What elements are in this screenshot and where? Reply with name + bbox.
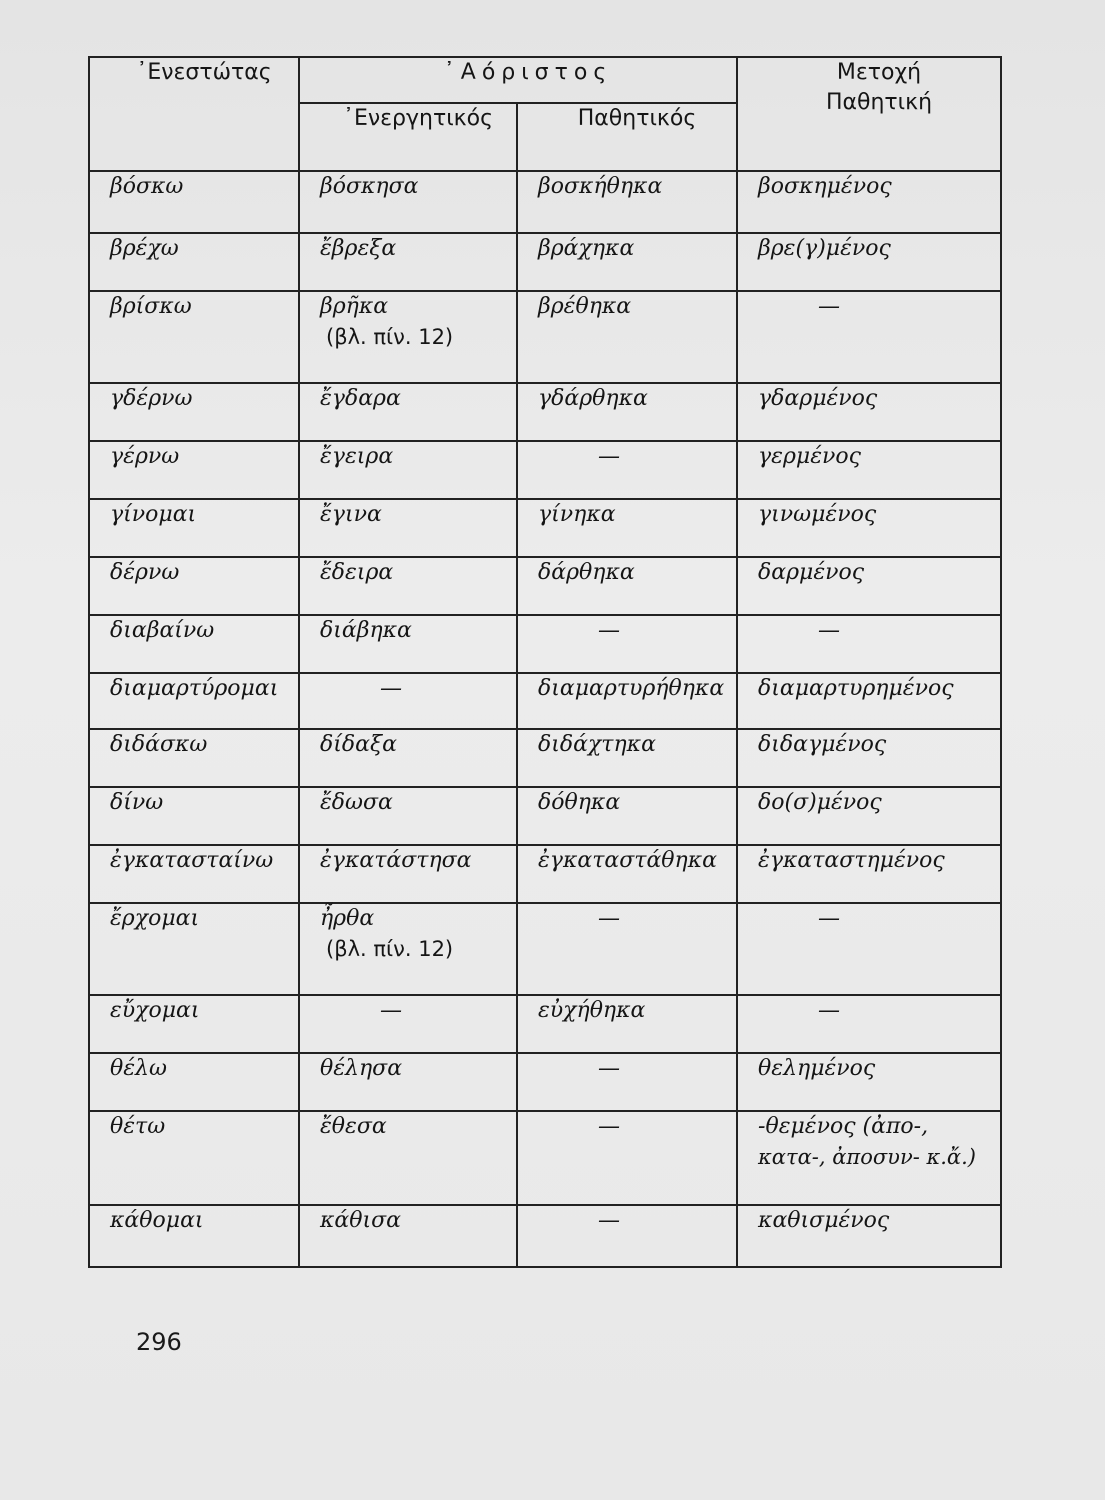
cell-aorist-passive-text: βοσκήθηκα <box>538 174 663 199</box>
cell-present-text: ἔρχομαι <box>110 906 200 931</box>
cell-aorist-passive <box>517 845 737 903</box>
header-active: ᾿Ενεργητικός <box>299 103 517 171</box>
cell-present <box>89 787 299 845</box>
cell-aorist-active <box>299 291 517 383</box>
cell-aorist-active-note: (βλ. πίν. 12) <box>326 937 454 961</box>
cell-aorist-passive-text: γίνηκα <box>538 502 616 527</box>
cell-participle-text: — <box>818 906 841 931</box>
cell-aorist-passive <box>517 903 737 995</box>
table-row <box>89 903 1001 995</box>
cell-aorist-active-text: ἔθεσα <box>320 1114 387 1139</box>
cell-participle <box>737 615 1001 673</box>
cell-aorist-active <box>299 557 517 615</box>
cell-participle-text: -θεμένος (ἀπο-, <box>758 1114 929 1139</box>
cell-aorist-passive <box>517 499 737 557</box>
cell-participle-text: θελημένος <box>758 1056 876 1081</box>
table-row <box>89 615 1001 673</box>
cell-participle <box>737 441 1001 499</box>
cell-aorist-passive-text: — <box>598 444 620 469</box>
cell-participle <box>737 291 1001 383</box>
cell-present <box>89 291 299 383</box>
cell-present <box>89 233 299 291</box>
header-participle <box>737 57 1001 171</box>
cell-aorist-active <box>299 729 517 787</box>
cell-participle-text: διδαγμένος <box>758 732 887 757</box>
cell-aorist-passive <box>517 1053 737 1111</box>
cell-aorist-passive-text: — <box>598 906 620 931</box>
cell-aorist-active <box>299 441 517 499</box>
cell-aorist-passive-text: ἐγκαταστάθηκα <box>538 848 718 873</box>
cell-aorist-passive-text: — <box>598 1056 620 1081</box>
cell-present-text: γίνομαι <box>110 502 197 527</box>
table-row <box>89 441 1001 499</box>
cell-participle-note: κατα-, ἀποσυν- κ.ἄ.) <box>758 1145 976 1169</box>
page-number: 296 <box>136 1328 182 1356</box>
cell-aorist-active-text: δίδαξα <box>320 732 397 757</box>
cell-aorist-passive <box>517 1111 737 1205</box>
cell-present <box>89 995 299 1053</box>
table-row <box>89 729 1001 787</box>
cell-aorist-passive-text: βράχηκα <box>538 236 635 261</box>
table-row <box>89 499 1001 557</box>
cell-participle-text: δαρμένος <box>758 560 865 585</box>
cell-present-text: κάθομαι <box>110 1208 204 1233</box>
cell-participle-text: δο(σ)μένος <box>758 790 882 815</box>
cell-present-text: διαμαρτύρομαι <box>110 676 279 701</box>
table-row <box>89 787 1001 845</box>
cell-aorist-active <box>299 995 517 1053</box>
cell-aorist-active-text: ἔγδαρα <box>320 386 401 411</box>
table-row <box>89 383 1001 441</box>
cell-participle <box>737 499 1001 557</box>
cell-present <box>89 383 299 441</box>
cell-participle <box>737 383 1001 441</box>
cell-present-text: βρίσκω <box>110 294 192 319</box>
cell-aorist-active <box>299 615 517 673</box>
cell-aorist-active-text: ἔγειρα <box>320 444 394 469</box>
cell-aorist-passive <box>517 291 737 383</box>
cell-aorist-passive <box>517 1205 737 1267</box>
cell-aorist-passive <box>517 557 737 615</box>
cell-participle <box>737 995 1001 1053</box>
cell-aorist-active-text: ἔδειρα <box>320 560 394 585</box>
header-participle-line2: Παθητική <box>825 90 933 115</box>
cell-participle <box>737 233 1001 291</box>
header-aorist: ᾿Αόριστος <box>299 57 737 103</box>
cell-aorist-active-text: βόσκησα <box>320 174 419 199</box>
table-row <box>89 1111 1001 1205</box>
cell-aorist-passive-text: δόθηκα <box>538 790 621 815</box>
cell-present <box>89 673 299 729</box>
cell-aorist-active <box>299 845 517 903</box>
cell-aorist-passive <box>517 673 737 729</box>
verb-conjugation-table <box>88 56 1002 1268</box>
cell-participle <box>737 673 1001 729</box>
cell-aorist-passive <box>517 233 737 291</box>
cell-present-text: γέρνω <box>110 444 180 469</box>
cell-aorist-active <box>299 903 517 995</box>
cell-aorist-active <box>299 171 517 233</box>
cell-aorist-active <box>299 383 517 441</box>
table-row <box>89 1205 1001 1267</box>
cell-participle-text: βρε(γ)μένος <box>758 236 891 261</box>
cell-participle <box>737 845 1001 903</box>
cell-aorist-passive-text: — <box>598 1208 620 1233</box>
cell-participle <box>737 903 1001 995</box>
cell-participle-text: ἐγκαταστημένος <box>758 848 945 873</box>
table-row <box>89 557 1001 615</box>
cell-aorist-active-note: (βλ. πίν. 12) <box>326 325 454 349</box>
cell-aorist-active-text: διάβηκα <box>320 618 412 643</box>
cell-aorist-active-text: ἔδωσα <box>320 790 393 815</box>
header-passive: Παθητικός <box>517 103 737 171</box>
cell-aorist-passive-text: διαμαρτυρήθηκα <box>538 676 725 701</box>
cell-participle-text: καθισμένος <box>758 1208 890 1233</box>
cell-participle-text: διαμαρτυρημένος <box>758 676 954 701</box>
table-body <box>89 171 1001 1267</box>
cell-present <box>89 1111 299 1205</box>
cell-aorist-passive-text: γδάρθηκα <box>538 386 648 411</box>
cell-participle <box>737 171 1001 233</box>
cell-aorist-active-text: ἐγκατάστησα <box>320 848 472 873</box>
cell-present-text: εὔχομαι <box>110 998 200 1023</box>
cell-participle <box>737 787 1001 845</box>
cell-aorist-passive <box>517 995 737 1053</box>
cell-participle <box>737 1111 1001 1205</box>
cell-present <box>89 845 299 903</box>
cell-present-text: θέτω <box>110 1114 166 1139</box>
cell-aorist-passive-text: — <box>598 618 620 643</box>
cell-participle-text: — <box>818 294 841 319</box>
cell-participle <box>737 729 1001 787</box>
cell-participle <box>737 1053 1001 1111</box>
cell-participle-text: γερμένος <box>758 444 861 469</box>
cell-present-text: βόσκω <box>110 174 184 199</box>
cell-present-text: ἐγκατασταίνω <box>110 848 274 873</box>
cell-present-text: βρέχω <box>110 236 179 261</box>
cell-participle-text: — <box>818 998 841 1023</box>
table-row <box>89 845 1001 903</box>
cell-participle-text: γινωμένος <box>758 502 877 527</box>
cell-aorist-active-text: ἔγινα <box>320 502 382 527</box>
cell-aorist-active-text: θέλησα <box>320 1056 403 1081</box>
cell-aorist-passive-text: βρέθηκα <box>538 294 632 319</box>
cell-present <box>89 499 299 557</box>
cell-aorist-passive-text: — <box>598 1114 620 1139</box>
cell-present-text: δέρνω <box>110 560 180 585</box>
cell-present-text: διδάσκω <box>110 732 208 757</box>
cell-aorist-passive <box>517 171 737 233</box>
cell-aorist-active-text: ἦρθα <box>320 906 375 931</box>
cell-participle-text: γδαρμένος <box>758 386 878 411</box>
table-row <box>89 673 1001 729</box>
cell-present-text: θέλω <box>110 1056 167 1081</box>
cell-aorist-active <box>299 499 517 557</box>
cell-aorist-passive-text: διδάχτηκα <box>538 732 656 757</box>
cell-present <box>89 615 299 673</box>
cell-participle <box>737 557 1001 615</box>
cell-aorist-active <box>299 233 517 291</box>
cell-present-text: γδέρνω <box>110 386 193 411</box>
cell-present <box>89 1053 299 1111</box>
cell-aorist-passive <box>517 729 737 787</box>
cell-aorist-active <box>299 1205 517 1267</box>
table-row <box>89 1053 1001 1111</box>
cell-aorist-active-text: — <box>380 676 402 701</box>
cell-present <box>89 1205 299 1267</box>
cell-participle-text: βοσκημένος <box>758 174 892 199</box>
cell-present-text: διαβαίνω <box>110 618 215 643</box>
cell-aorist-active <box>299 1053 517 1111</box>
cell-aorist-active <box>299 787 517 845</box>
cell-aorist-passive-text: εὐχήθηκα <box>538 998 646 1023</box>
header-present: ᾿Ενεστώτας <box>89 57 299 171</box>
table-row <box>89 171 1001 233</box>
cell-participle-text: — <box>818 618 841 643</box>
table-row <box>89 291 1001 383</box>
cell-aorist-active <box>299 673 517 729</box>
cell-participle <box>737 1205 1001 1267</box>
table-row <box>89 233 1001 291</box>
cell-present-text: δίνω <box>110 790 164 815</box>
cell-aorist-passive <box>517 441 737 499</box>
cell-aorist-active-text: βρῆκα <box>320 294 389 319</box>
cell-aorist-passive-text: δάρθηκα <box>538 560 635 585</box>
cell-aorist-active-text: κάθισα <box>320 1208 402 1233</box>
cell-present <box>89 441 299 499</box>
cell-aorist-passive <box>517 615 737 673</box>
cell-aorist-passive <box>517 787 737 845</box>
cell-aorist-active-text: ἔβρεξα <box>320 236 397 261</box>
cell-present <box>89 171 299 233</box>
cell-present <box>89 729 299 787</box>
table-row <box>89 995 1001 1053</box>
cell-present <box>89 557 299 615</box>
header-participle-line1: Μετοχή <box>836 60 922 85</box>
cell-aorist-active-text: — <box>380 998 402 1023</box>
cell-aorist-active <box>299 1111 517 1205</box>
cell-aorist-passive <box>517 383 737 441</box>
cell-present <box>89 903 299 995</box>
